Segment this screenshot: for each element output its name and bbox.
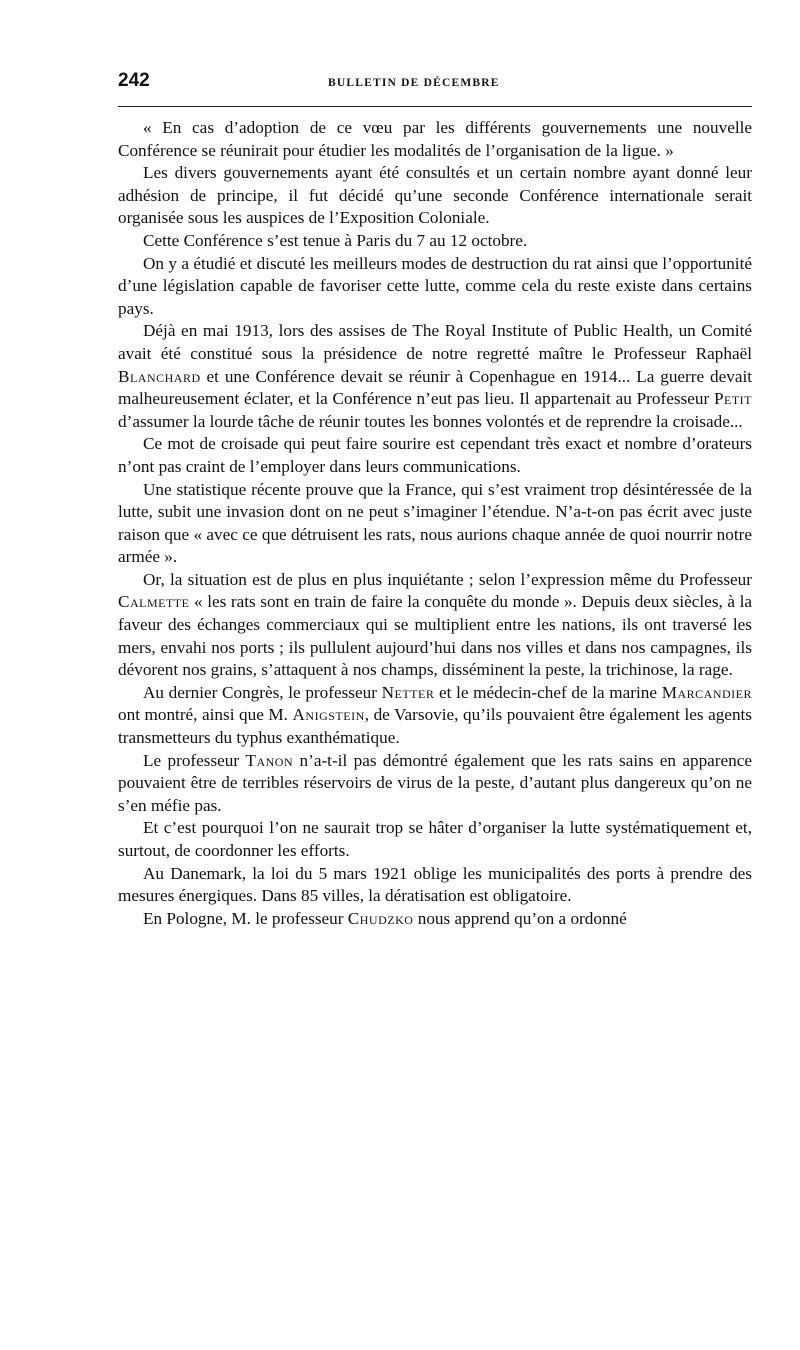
paragraph: Les divers gouvernements ayant été consultés et un certain nombre ayant donné leur adhésion de principe, il fut décidé qu’une seconde Conférence internationale serait organisée sous les auspices de l’Exposition Coloniale.	[118, 163, 752, 228]
person-name: Calmette	[118, 592, 190, 612]
text-span: Au dernier Congrès, le professeur	[143, 682, 382, 702]
text-span: Déjà en mai 1913, lors des assises de The Royal Institute of Public Health, un Comité avait été constitué sous la présidence de notre regretté maître le Professeur Raphaël	[118, 321, 752, 363]
person-name: Tanon	[245, 750, 294, 770]
text-span: n’a-t-il pas démontré également que les rats sains en apparence pouvaient être de terribles réservoirs de virus de la peste, d’autant plus dangereux qu’on ne s’en méfie pas.	[118, 750, 752, 815]
text-span: nous apprend qu’on a ordonné	[413, 908, 627, 928]
paragraph	[118, 569, 752, 682]
person-name: Petit	[713, 389, 752, 409]
page-header	[118, 70, 752, 107]
paragraph: Au Danemark, la loi du 5 mars 1921 oblige les municipalités des ports à prendre des mesures énergiques. Dans 85 villes, la dératisation est obligatoire.	[118, 863, 752, 906]
running-title: BULLETIN DE DÉCEMBRE	[328, 77, 500, 89]
text-span: « les rats sont en train de faire la conquête du monde ». Depuis deux siècles, à la faveur des échanges commerciaux qui se multiplient entre les nations, ils ont traversé les mers, envahi nos ports ; ils pullulent aujourd’hui dans nos villes et dans nos campagnes, ils dévorent nos grains, s’attaquent à nos champs, disséminent la peste, la trichinose, la rage.	[118, 592, 752, 680]
person-name: Netter	[381, 682, 435, 702]
page-number: 242	[118, 70, 150, 91]
paragraph: « En cas d’adoption de ce vœu par les différents gouvernements une nouvelle Conférence se réunirait pour étudier les modalités de l’organisation de la ligue. »	[118, 118, 752, 160]
person-name: Blanchard	[118, 366, 201, 386]
paragraph	[118, 320, 752, 433]
paragraph: On y a étudié et discuté les meilleurs modes de destruction du rat ainsi que l’opportunité d’une législation capable de favoriser cette lutte, comme cela du reste existe dans certains pays.	[118, 253, 752, 318]
text-span: et une Conférence devait se réunir à Copenhague en 1914... La guerre devait malheureusement éclater, et la Conférence n’eut pas lieu. Il appartenait au Professeur	[118, 366, 752, 409]
person-name: Marcandier	[661, 682, 752, 702]
paragraph	[118, 682, 752, 750]
paragraph	[118, 750, 752, 818]
text-span: En Pologne, M. le professeur	[143, 908, 348, 928]
paragraph	[118, 908, 752, 931]
text-span: et le médecin-chef de la marine	[434, 682, 662, 702]
article-body	[118, 117, 752, 930]
document-page	[118, 70, 752, 930]
paragraph: Et c’est pourquoi l’on ne saurait trop se hâter d’organiser la lutte systématiquement et, surtout, de coordonner les efforts.	[118, 818, 752, 860]
text-span: Or, la situation est de plus en plus inquiétante ; selon l’expression même du Professeur	[143, 569, 752, 589]
text-span: d’assumer la lourde tâche de réunir toutes les bonnes volontés et de reprendre la croisade...	[118, 411, 743, 431]
paragraph: Une statistique récente prouve que la France, qui s’est vraiment trop désintéressée de la lutte, subit une invasion dont on ne peut s’imaginer l’étendue. N’a-t-on pas écrit avec juste raison que « avec ce que détruisent les rats, nous aurions chaque année de quoi nourrir notre armée ».	[118, 479, 752, 567]
text-span: , de Varsovie, qu’ils pouvaient être également les agents transmetteurs du typhus exanthématique.	[118, 705, 752, 748]
paragraph: Ce mot de croisade qui peut faire sourire est cependant très exact et nombre d’orateurs n’ont pas craint de l’employer dans leurs communications.	[118, 434, 752, 476]
text-span: ont montré, ainsi que M.	[118, 705, 293, 725]
text-span: Le professeur	[143, 750, 246, 770]
person-name: Chudzko	[347, 908, 414, 928]
person-name: Anigstein	[292, 705, 365, 725]
paragraph: Cette Conférence s’est tenue à Paris du 7 au 12 octobre.	[143, 230, 528, 250]
